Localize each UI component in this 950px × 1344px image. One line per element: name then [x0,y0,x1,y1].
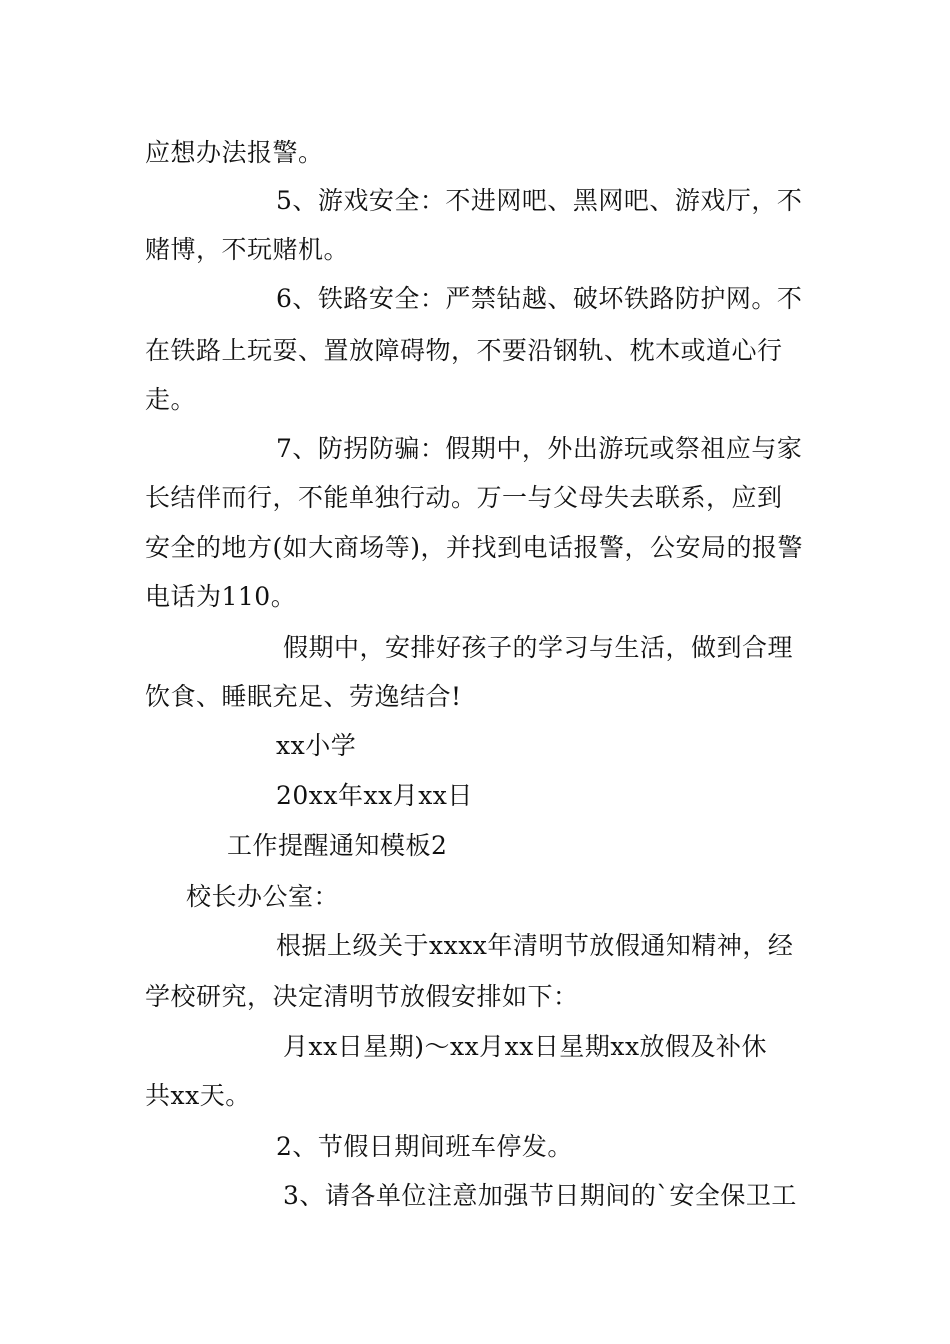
text-line: 安全的地方(如大商场等)，并找到电话报警，公安局的报警 [145,533,804,562]
text-line: 5、游戏安全：不进网吧、黑网吧、游戏厅，不 [276,186,803,215]
text-line: 根据上级关于xxxx年清明节放假通知精神，经 [276,931,794,960]
text-line: 2、节假日期间班车停发。 [276,1132,573,1161]
text-line: 电话为110。 [145,582,297,611]
section-title: 工作提醒通知模板2 [227,831,448,860]
text-line: 7、防拐防骗：假期中，外出游玩或祭祖应与家 [276,434,803,463]
text-line: 3、请各单位注意加强节日期间的`安全保卫工 [283,1181,797,1210]
text-line: 饮食、睡眠充足、劳逸结合! [145,682,462,711]
text-line: 长结伴而行，不能单独行动。万一与父母失去联系，应到 [145,483,783,512]
text-line: 赌博，不玩赌机。 [145,235,350,264]
text-line: 在铁路上玩耍、置放障碍物，不要沿钢轨、枕木或道心行 [145,336,783,365]
signature-date: 20xx年xx月xx日 [276,781,473,810]
text-line: 应想办法报警。 [145,138,324,167]
text-line: 假期中，安排好孩子的学习与生活，做到合理 [283,633,794,662]
signature-school: xx小学 [276,731,357,760]
text-line: 走。 [145,385,197,414]
text-line: 6、铁路安全：严禁钻越、破坏铁路防护网。不 [276,284,803,313]
addressee: 校长办公室： [186,882,340,911]
text-line: 学校研究，决定清明节放假安排如下： [145,982,579,1011]
text-line: 共xx天。 [145,1081,251,1110]
text-line: 月xx日星期)～xx月xx日星期xx放假及补休 [283,1032,768,1061]
